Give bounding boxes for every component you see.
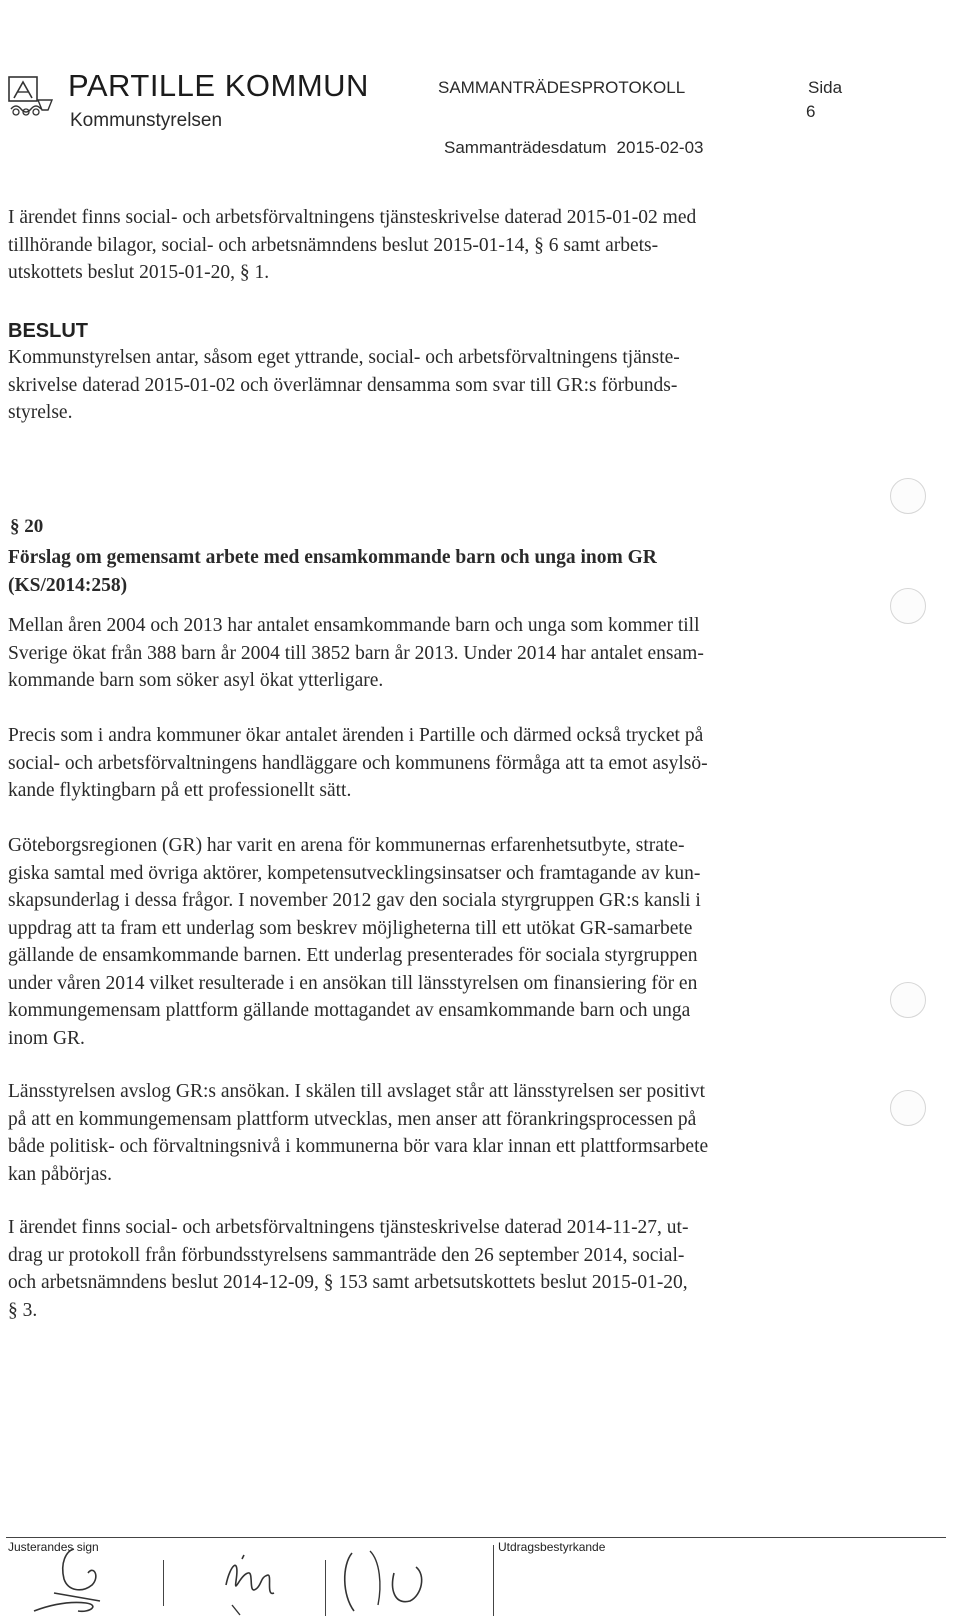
text-line: skrivelse daterad 2015-01-02 och överlämnar densamma som svar till GR:s förbunds- bbox=[8, 374, 678, 396]
text-line: giska samtal med övriga aktörer, kompetensutvecklingsinsatser och framtagande av kun- bbox=[8, 862, 701, 884]
handwritten-signature bbox=[196, 1545, 296, 1616]
text-line: Sverige ökat från 388 barn år 2004 till 3852 barn år 2013. Under 2014 har antalet ensam- bbox=[8, 642, 704, 664]
section-paragraph bbox=[8, 1078, 838, 1188]
section-paragraph bbox=[8, 1214, 838, 1324]
text-line: och arbetsnämndens beslut 2014-12-09, § 153 samt arbetsutskottets beslut 2015-01-20, bbox=[8, 1272, 688, 1293]
text-line: social- och arbetsförvaltningens handläggare och kommunens förmåga att ta emot asylsö- bbox=[8, 752, 708, 774]
text-line: under våren 2014 vilket resulterade i en ansökan till länsstyrelsen om finansiering för en bbox=[8, 972, 698, 994]
document-type: SAMMANTRÄDESPROTOKOLL bbox=[438, 78, 686, 97]
signature-divider bbox=[325, 1560, 326, 1616]
handwritten-signature bbox=[336, 1545, 446, 1616]
page-label: Sida bbox=[808, 78, 843, 97]
signature-divider bbox=[163, 1560, 164, 1606]
text-line: både politisk- och förvaltningsnivå i kommunerna bör vara klar innan ett plattformsarbete bbox=[8, 1136, 709, 1157]
text-line: Länsstyrelsen avslog GR:s ansökan. I skälen till avslaget står att länsstyrelsen ser positivt bbox=[8, 1081, 705, 1102]
text-line: I ärendet finns social- och arbetsförvaltningens tjänsteskrivelse daterad 2015-01-02 med bbox=[8, 207, 697, 228]
punch-hole bbox=[890, 982, 926, 1018]
text-line: skapsunderlag i dessa frågor. I november 2012 gav den sociala styrgruppen GR:s kansli i bbox=[8, 890, 701, 911]
section-paragraph bbox=[8, 832, 838, 1052]
text-line: inom GR. bbox=[8, 1027, 85, 1049]
organization-unit: Kommunstyrelsen bbox=[70, 110, 223, 131]
text-line: kan påbörjas. bbox=[8, 1163, 112, 1185]
text-line: drag ur protokoll från förbundsstyrelsens sammanträde den 26 september 2014, social- bbox=[8, 1244, 685, 1266]
justerandes-sign-label: Justerandes sign bbox=[8, 1540, 99, 1554]
section-title-line: Förslag om gemensamt arbete med ensamkommande barn och unga inom GR bbox=[8, 547, 657, 568]
footer-rule bbox=[6, 1537, 946, 1538]
punch-hole bbox=[890, 478, 926, 514]
text-line: gällande de ensamkommande barnen. Ett underlag presenterades för sociala styrgruppen bbox=[8, 945, 698, 966]
decision-paragraph bbox=[8, 344, 838, 427]
punch-hole bbox=[890, 588, 926, 624]
meeting-date-value: 2015-02-03 bbox=[616, 138, 704, 157]
section-title-line: (KS/2014:258) bbox=[8, 575, 128, 596]
text-line: I ärendet finns social- och arbetsförvaltningens tjänsteskrivelse daterad 2014-11-27, ut- bbox=[8, 1217, 689, 1238]
punch-hole bbox=[890, 1090, 926, 1126]
section-paragraph bbox=[8, 612, 838, 695]
text-line: Göteborgsregionen (GR) har varit en arena för kommunernas erfarenhetsutbyte, strate- bbox=[8, 835, 685, 856]
page-number: 6 bbox=[806, 102, 816, 121]
text-line: Mellan åren 2004 och 2013 har antalet ensamkommande barn och unga som kommer till bbox=[8, 615, 700, 636]
section-title bbox=[8, 544, 848, 600]
text-line: Kommunstyrelsen antar, såsom eget yttrande, social- och arbetsförvaltningens tjänste- bbox=[8, 347, 680, 368]
signature-divider bbox=[493, 1545, 494, 1616]
text-line: Precis som i andra kommuner ökar antalet ärenden i Partille och därmed också trycket på bbox=[8, 725, 704, 746]
handwritten-signature bbox=[30, 1545, 140, 1616]
text-line: kommande barn som söker asyl ökat ytterligare. bbox=[8, 670, 384, 691]
utdragsbestyrkande-label: Utdragsbestyrkande bbox=[498, 1540, 606, 1554]
text-line: styrelse. bbox=[8, 402, 73, 423]
municipality-logo bbox=[8, 76, 56, 128]
text-line: utskottets beslut 2015-01-20, § 1. bbox=[8, 262, 270, 283]
text-line: tillhörande bilagor, social- och arbetsnämndens beslut 2015-01-14, § 6 samt arbets- bbox=[8, 234, 659, 256]
meeting-date-label: Sammanträdesdatum bbox=[444, 138, 607, 157]
intro-paragraph bbox=[8, 204, 838, 287]
text-line: kande flyktingbarn på ett professionellt sätt. bbox=[8, 780, 352, 801]
meeting-date bbox=[444, 138, 704, 158]
text-line: § 3. bbox=[8, 1299, 38, 1321]
text-line: på att en kommungemensam plattform utvecklas, men anser att förankringsprocessen på bbox=[8, 1108, 697, 1130]
text-line: uppdrag att ta fram ett underlag som beskrev möjligheterna till ett utökat GR-samarbete bbox=[8, 917, 693, 939]
section-number: § 20 bbox=[10, 516, 44, 537]
text-line: kommungemensam plattform gällande mottagandet av ensamkommande barn och unga bbox=[8, 1000, 691, 1021]
decision-heading: BESLUT bbox=[8, 320, 88, 342]
section-paragraph bbox=[8, 722, 838, 805]
organization-name: PARTILLE KOMMUN bbox=[68, 68, 369, 103]
